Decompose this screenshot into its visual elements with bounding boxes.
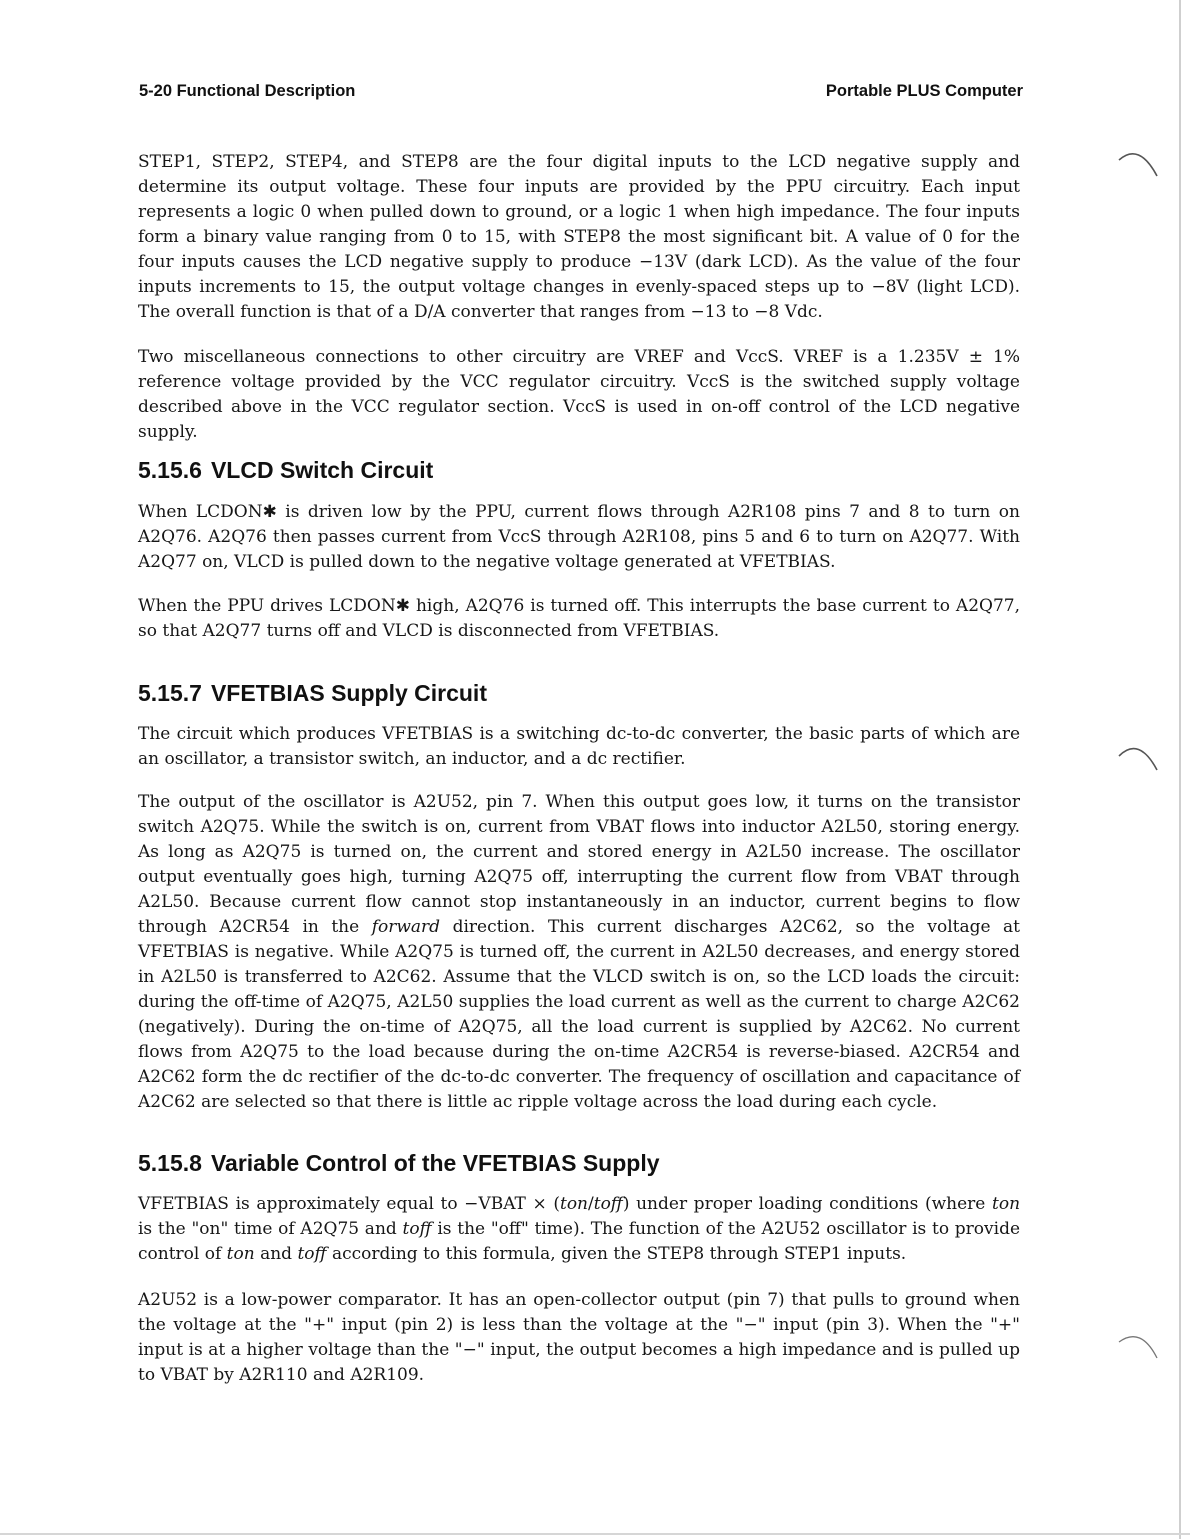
section-number: 5.15.6 xyxy=(138,457,202,483)
section-number: 5.15.7 xyxy=(138,680,202,706)
header-book-title: Portable PLUS Computer xyxy=(825,82,1023,100)
header-section-label: 5-20 Functional Description xyxy=(139,82,356,100)
paragraph-step-inputs: STEP1, STEP2, STEP4, and STEP8 are the four digital inputs to the LCD negative supply and determine its output voltage. These four inputs are provided by the PPU circuitry. Each input represents a logic 0 when pulled down to ground, or a logic 1 when high impedance. The four inputs form a binary value ranging from 0 to 15, with STEP8 the most significant bit. A value of 0 for the four inputs causes the LCD negative supply to produce −13V (dark LCD). As the value of the four inputs increments to 15, the output voltage changes in evenly-spaced steps up to −8V (light LCD). The overall function is that of a D/A converter that ranges from −13 to −8 Vdc. xyxy=(138,152,1020,322)
running-header xyxy=(139,82,1023,106)
paragraph-vfetbias-formula xyxy=(138,1192,1020,1267)
section-title: VLCD Switch Circuit xyxy=(210,457,434,483)
text-run: is the "on" time of A2Q75 and xyxy=(138,1219,397,1239)
section-number: 5.15.8 xyxy=(138,1150,202,1176)
page-edge-bottom xyxy=(0,1533,1190,1535)
emphasis-toff: toff xyxy=(402,1219,432,1239)
section-heading-5-15-8 xyxy=(138,1148,660,1178)
text-run: The output of the oscillator is A2U52, pin 7. When this output goes low, it turns on the transistor switch A2Q75. While the switch is on, current from VBAT flows into inductor A2L50, storing energy. As long as A2Q75 is turned on, the current and stored energy in A2L50 increase. The oscillator output eventually goes high, turning A2Q75 off, interrupting the current flow from VBAT through A2L50. Because current flow cannot stop instantaneously in an inductor, current begins to flow through A2CR54 in the xyxy=(138,792,1020,937)
text-run: VFETBIAS is approximately equal to −VBAT × ( xyxy=(138,1194,560,1214)
binder-ring-mark xyxy=(1117,148,1161,178)
section-heading-5-15-6 xyxy=(138,455,433,485)
paragraph-misc-connections: Two miscellaneous connections to other circuitry are VREF and VccS. VREF is a 1.235V ± 1% reference voltage provided by the VCC regulator circuitry. VccS is the switched supply voltage described above in the VCC regulator section. VccS is used in on-off control of the LCD negative supply. xyxy=(138,347,1020,442)
page-edge-right xyxy=(1179,0,1181,1539)
text-run: direction. This current discharges A2C62, so the voltage at VFETBIAS is negative. While A2Q75 is turned off, the current in A2L50 decreases, and energy stored in A2L50 is transferred to A2C62. Assume that the VLCD switch is on, so the LCD loads the circuit: during the off-time of A2Q75, A2L50 supplies the load current as well as the current to charge A2C62 (negatively). During the on-time of A2Q75, all the load current is supplied by A2C62. No current flows from A2Q75 to the load because during the on-time A2CR54 is reverse-biased. A2CR54 and A2C62 form the dc rectifier of the dc-to-dc converter. The frequency of oscillation and capacitance of A2C62 are selected so that there is little ac ripple voltage across the load during each cycle. xyxy=(138,917,1021,1112)
text-run: according to this formula, given the STEP8 through STEP1 inputs. xyxy=(332,1244,907,1264)
text-run: and xyxy=(260,1244,293,1264)
paragraph-oscillator-operation xyxy=(138,790,1020,1115)
emphasis-ton: ton xyxy=(226,1244,255,1264)
emphasis-toff: toff xyxy=(593,1194,623,1214)
section-heading-5-15-7 xyxy=(138,678,487,708)
emphasis-ton: ton xyxy=(559,1194,588,1214)
emphasis-forward: forward xyxy=(371,917,441,937)
text-run: ) under proper loading conditions (where xyxy=(622,1194,986,1214)
paragraph-vlcd-switch-on: When LCDON✱ is driven low by the PPU, current flows through A2R108 pins 7 and 8 to turn on A2Q76. A2Q76 then passes current from VccS through A2R108, pins 5 and 6 to turn on A2Q77. With A2Q77 on, VLCD is pulled down to the negative voltage generated at VFETBIAS. xyxy=(138,502,1020,572)
section-title: Variable Control of the VFETBIAS Supply xyxy=(210,1150,660,1176)
section-title: VFETBIAS Supply Circuit xyxy=(210,680,487,706)
paragraph-vlcd-switch-off: When the PPU drives LCDON✱ high, A2Q76 is turned off. This interrupts the base current to A2Q77, so that A2Q77 turns off and VLCD is disconnected from VFETBIAS. xyxy=(138,596,1020,641)
binder-ring-mark xyxy=(1117,742,1161,772)
emphasis-ton: ton xyxy=(992,1194,1021,1214)
text-run: is the "off" time). The function of the A2U52 oscillator is to provide control of xyxy=(138,1219,1021,1264)
paragraph-comparator: A2U52 is a low-power comparator. It has an open-collector output (pin 7) that pulls to ground when the voltage at the "+" input (pin 2) is less than the voltage at the "−" input (pin 3). When the "+" input is at a higher voltage than the "−" input, the output becomes a high impedance and is pulled up to VBAT by A2R110 and A2R109. xyxy=(138,1290,1020,1385)
emphasis-toff: toff xyxy=(297,1244,327,1264)
binder-ring-mark xyxy=(1117,1330,1161,1360)
text-run: / xyxy=(588,1194,594,1214)
paragraph-converter-overview: The circuit which produces VFETBIAS is a switching dc-to-dc converter, the basic parts of which are an oscillator, a transistor switch, an inductor, and a dc rectifier. xyxy=(138,724,1020,769)
